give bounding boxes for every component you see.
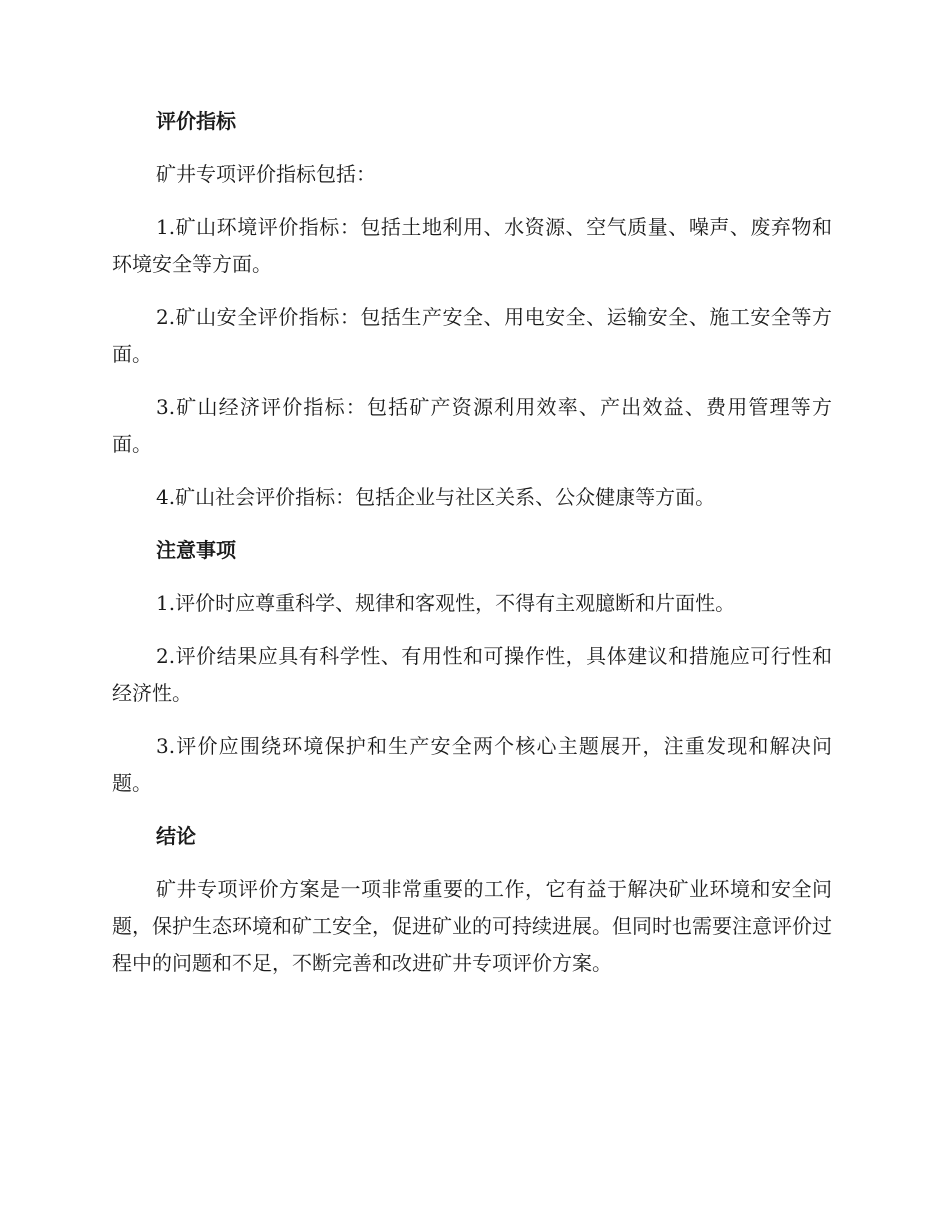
paragraph: 1.评价时应尊重科学、规律和客观性，不得有主观臆断和片面性。: [156, 591, 736, 615]
section-conclusion: [112, 818, 832, 982]
paragraph: 3.矿山经济评价指标：包括矿产资源利用效率、产出效益、费用管理等方面。: [112, 395, 832, 456]
section-evaluation-indicators: [112, 103, 832, 516]
paragraph: 2.矿山安全评价指标：包括生产安全、用电安全、运输安全、施工安全等方面。: [112, 305, 832, 366]
paragraph: 1.矿山环境评价指标：包括土地利用、水资源、空气质量、噪声、废弃物和环境安全等方面。: [112, 215, 832, 276]
section-title: 结论: [156, 824, 196, 848]
paragraph: 3.评价应围绕环境保护和生产安全两个核心主题展开，注重发现和解决问题。: [112, 734, 832, 795]
paragraph: 矿井专项评价指标包括：: [156, 162, 376, 186]
paragraph: 4.矿山社会评价指标：包括企业与社区关系、公众健康等方面。: [156, 485, 716, 509]
section-title: 评价指标: [156, 109, 236, 133]
paragraph: 2.评价结果应具有科学性、有用性和可操作性，具体建议和措施应可行性和经济性。: [112, 644, 832, 705]
paragraph: 矿井专项评价方案是一项非常重要的工作，它有益于解决矿业环境和安全问题，保护生态环境和矿工安全，促进矿业的可持续进展。但同时也需要注意评价过程中的问题和不足，不断完善和改进矿井专项评价方案。: [112, 877, 832, 975]
document-page: [112, 103, 832, 998]
section-precautions: [112, 532, 832, 802]
section-title: 注意事项: [156, 538, 236, 562]
